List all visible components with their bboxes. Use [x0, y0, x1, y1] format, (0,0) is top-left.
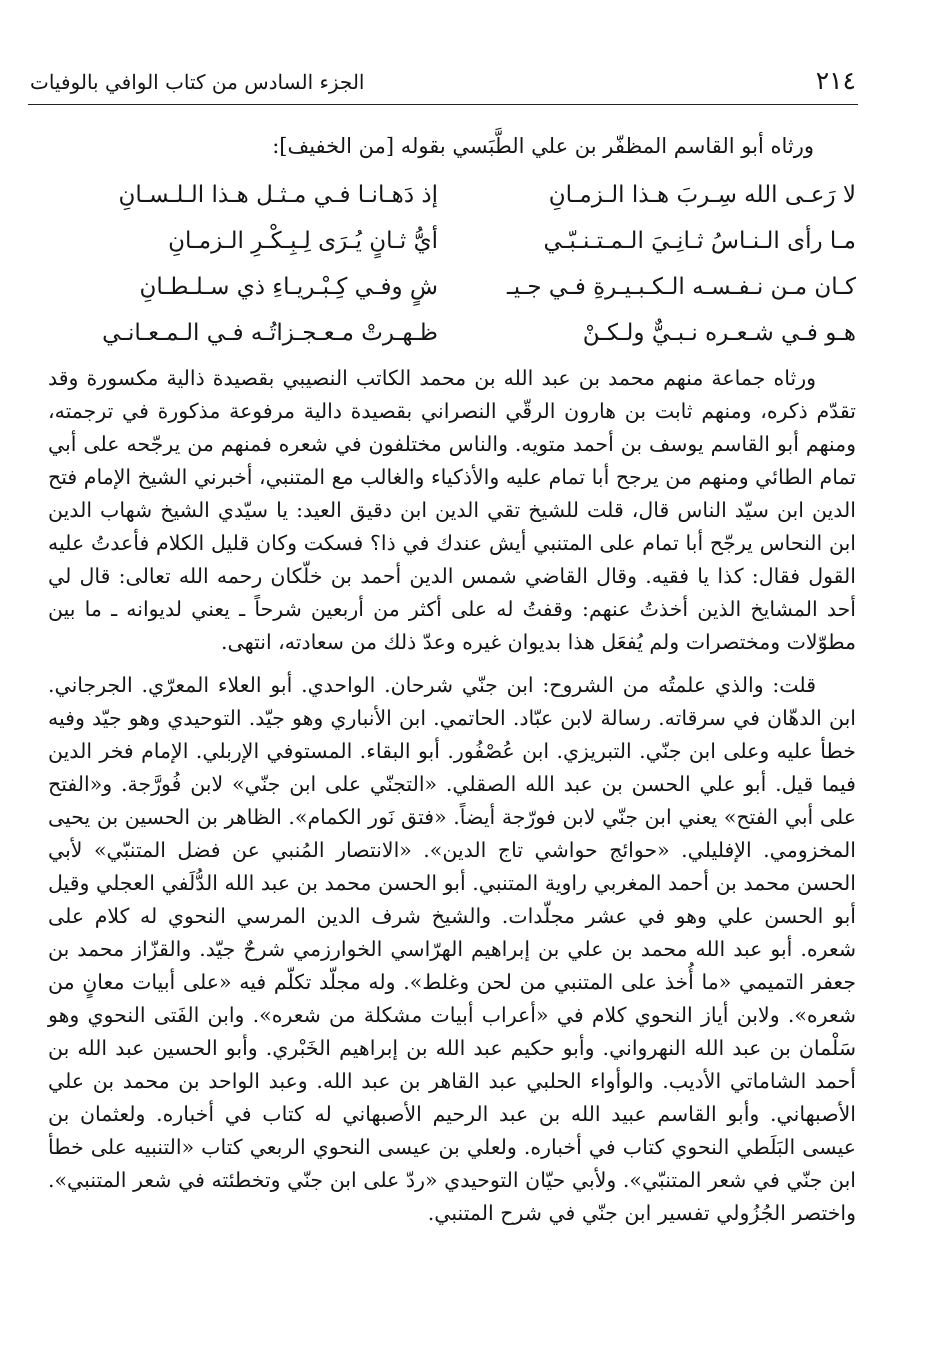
- verse-second-hemistich: أيُّ ثـانٍ يُـرَى لِـبِـكْـرِ الـزمـانِ: [168, 228, 438, 254]
- body-paragraph: ورثاه جماعة منهم محمد بن عبد الله بن محمد الكاتب النصيبي بقصيدة ذالية مكسورة وقد تقدّم ذكره، ومنهم ثابت بن هارون الرقّي النصراني بقصيدة دالية مرفوعة مذكورة في ترجمته، ومنهم أبو القاسم يوسف بن أحمد متويه. والناس مختلفون في شعره فمنهم من يرجّحه على أبي تمام الطائي ومنهم من يرجح أبا تمام عليه والأذكياء والغالب مع المتنبي، أخبرني الشيخ الإمام فتح الدين ابن سيّد الناس قال، قلت للشيخ تقي الدين ابن دقيق العيد: يا سيّدي الشيخ شهاب الدين ابن النحاس يرجّح أبا تمام على المتنبي أيش عندك في ذا؟ فسكت وكان قليل الكلام فأعدتُ عليه القول فقال: كذا يا فقيه. وقال القاضي شمس الدين أحمد بن خلّكان رحمه الله تعالى: قال لي أحد المشايخ الذين أخذتُ عنهم: وقفتُ له على أكثر من أربعين شرحاً ـ يعني لديوانه ـ ما بين مطوّلات ومختصرات ولم يُفعَل هذا بديوان غيره وعدّ ذلك من سعادته، انتهى.: [48, 366, 856, 654]
- body-paragraph: قلت: والذي علمتُه من الشروح: ابن جنّي شرحان. الواحدي. أبو العلاء المعرّي. الجرجاني. ابن الدهّان في سرقاته. رسالة لابن عبّاد. الحاتمي. ابن الأنباري وهو جيّد. التوحيدي وهو جيّد وفيه خطأ عليه وعلى ابن جنّي. التبريزي. ابن عُصْفُور. أبو البقاء. المستوفي الإربلي. الإمام فخر الدين فيما قيل. أبو علي الحسن بن عبد الله الصقلي. «التجنّي على ابن جنّي» لابن فُورَّجة. و«الفتح على أبي الفتح» يعني ابن جنّي لابن فورّجة أيضاً. «فتق نَور الكمام». الظاهر بن الحسين بن يحيى المخزومي. الإفليلي. «حوائج حواشي تاج الدين». «الانتصار المُنبي عن فضل المتنبّي» لأبي الحسن محمد بن أحمد المغربي راوية المتنبي. أبو الحسن محمد بن عبد الله الدُّلَفي العجلي وقيل أبو الحسن علي وهو في عشر مجلّدات. والشيخ شرف الدين المرسي النحوي له كلام على شعره. أبو عبد الله محمد بن علي بن إبراهيم الهرّاسي الخوارزمي شرحٌ جيّد. والقزّاز محمد بن جعفر التميمي «ما أُخذ على المتنبي من لحن وغلط». وله مجلّد تكلّم فيه «على أبيات معانٍ من شعره». ولابن أياز النحوي كلام في «أعراب أبيات مشكلة من شعره». وابن الفَتى النحوي وهو سَلْمان بن عبد الله النهرواني. وأبو حكيم عبد الله بن إبراهيم الخَبْري. وأبو الحسين عبد الله بن أحمد الشاماتي الأديب. والوأواء الحلبي عبد القاهر بن عبد الله. وعبد الواحد بن محمد بن علي الأصبهاني. وأبو القاسم عبيد الله بن عبد الرحيم الأصبهاني له كتاب في أخباره. ولعثمان بن عيسى البَلَطي النحوي كتاب في أخباره. ولعلي بن عيسى النحوي الربعي كتاب «التنبيه على خطأ ابن جنّي في شعر المتنبّي». ولأبي حيّان التوحيدي «ردّ على ابن جنّي وتخطئته في شعر المتنبي». واختصر الجُزُولي تفسير ابن جنّي في شرح المتنبي.: [48, 673, 856, 1225]
- page-number: ٢١٤: [815, 66, 856, 95]
- header-divider: [28, 104, 858, 105]
- verse-second-hemistich: شٍ وفـي كِـبْـريـاءِ ذي سـلـطـانِ: [139, 274, 438, 300]
- verse-first-hemistich: مـا رأى الـنـاسُ ثـانِـيَ الـمـتـنـبّـي: [543, 228, 856, 254]
- verse-first-hemistich: لا رَعـى الله سِـربَ هـذا الـزمـانِ: [548, 182, 856, 208]
- page-header: [30, 60, 856, 100]
- verse-second-hemistich: إذ دَهـانـا فـي مـثـل هـذا الـلـسـانِ: [118, 182, 438, 208]
- page-body: [48, 126, 856, 1230]
- poem-verses: [48, 172, 856, 356]
- verse-line: [48, 218, 856, 264]
- verse-line: [48, 172, 856, 218]
- verse-first-hemistich: كـان مـن نـفـسـه الـكـبـيـرةِ فـي جـيـ: [506, 274, 856, 300]
- poem-intro: ورثاه أبو القاسم المظفّر بن علي الطَّبَسي بقوله [من الخفيف]:: [272, 134, 814, 158]
- verse-line: [48, 310, 856, 356]
- verse-first-hemistich: هـو فـي شـعـره نـبـيٌّ ولـكـنْ: [582, 320, 856, 346]
- verse-second-hemistich: ظـهـرتْ مـعـجـزاتُـه فـي الـمـعـانـي: [102, 320, 438, 346]
- running-title: الجزء السادس من كتاب الوافي بالوفيات: [30, 70, 365, 94]
- verse-line: [48, 264, 856, 310]
